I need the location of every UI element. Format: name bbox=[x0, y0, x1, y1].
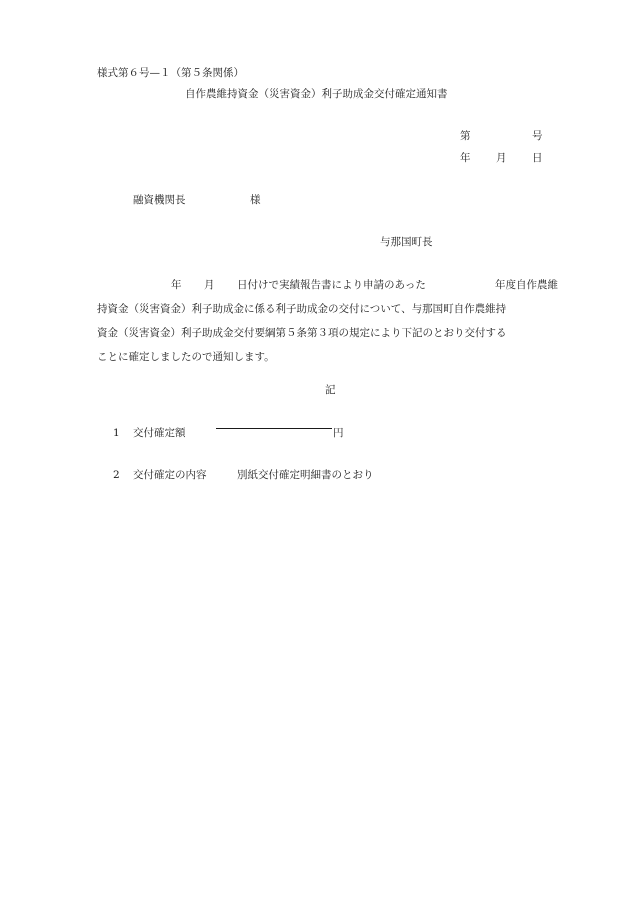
body-line-2-text: 持資金（災害資金）利子助成金に係る利子助成金の交付について、与那国町自作農維持 bbox=[97, 303, 507, 315]
recipient-name: 融資機関長 bbox=[133, 194, 186, 206]
body-year: 年 bbox=[171, 279, 182, 291]
date-day: 日 bbox=[532, 152, 543, 164]
body-line-4-text: ことに確定しましたので通知します。 bbox=[97, 351, 275, 363]
body-line-4 bbox=[97, 345, 567, 369]
body-line-1-text: 日付けで実績報告書により申請のあった bbox=[237, 279, 426, 291]
number-suffix: 号 bbox=[532, 130, 543, 142]
document-title: 自作農維持資金（災害資金）利子助成金交付確定通知書 bbox=[185, 88, 448, 100]
recipient-honorific: 様 bbox=[250, 194, 261, 206]
item-label: 交付確定の内容 bbox=[133, 469, 207, 481]
body-line-3 bbox=[97, 321, 567, 345]
item-number: 1 bbox=[113, 427, 120, 439]
body-month: 月 bbox=[204, 279, 215, 291]
number-prefix: 第 bbox=[460, 130, 471, 142]
form-number: 様式第６号—１（第５条関係） bbox=[97, 67, 244, 79]
item-number: 2 bbox=[113, 469, 120, 481]
item-value: 別紙交付確定明細書のとおり bbox=[237, 469, 374, 481]
body-line-3-text: 資金（災害資金）利子助成金交付要綱第５条第３項の規定により下記のとおり交付する bbox=[97, 327, 507, 339]
date-month: 月 bbox=[496, 152, 507, 164]
body-line-1-end: 年度自作農維 bbox=[495, 279, 558, 291]
amount-unit: 円 bbox=[333, 427, 344, 439]
item-label: 交付確定額 bbox=[133, 427, 186, 439]
date-year: 年 bbox=[460, 152, 471, 164]
sender-name: 与那国町長 bbox=[380, 236, 433, 248]
body-line-2 bbox=[97, 297, 567, 321]
amount-blank-line bbox=[216, 428, 332, 429]
note-heading: 記 bbox=[325, 384, 336, 396]
body-paragraph bbox=[97, 273, 567, 369]
body-line-1 bbox=[97, 273, 567, 297]
